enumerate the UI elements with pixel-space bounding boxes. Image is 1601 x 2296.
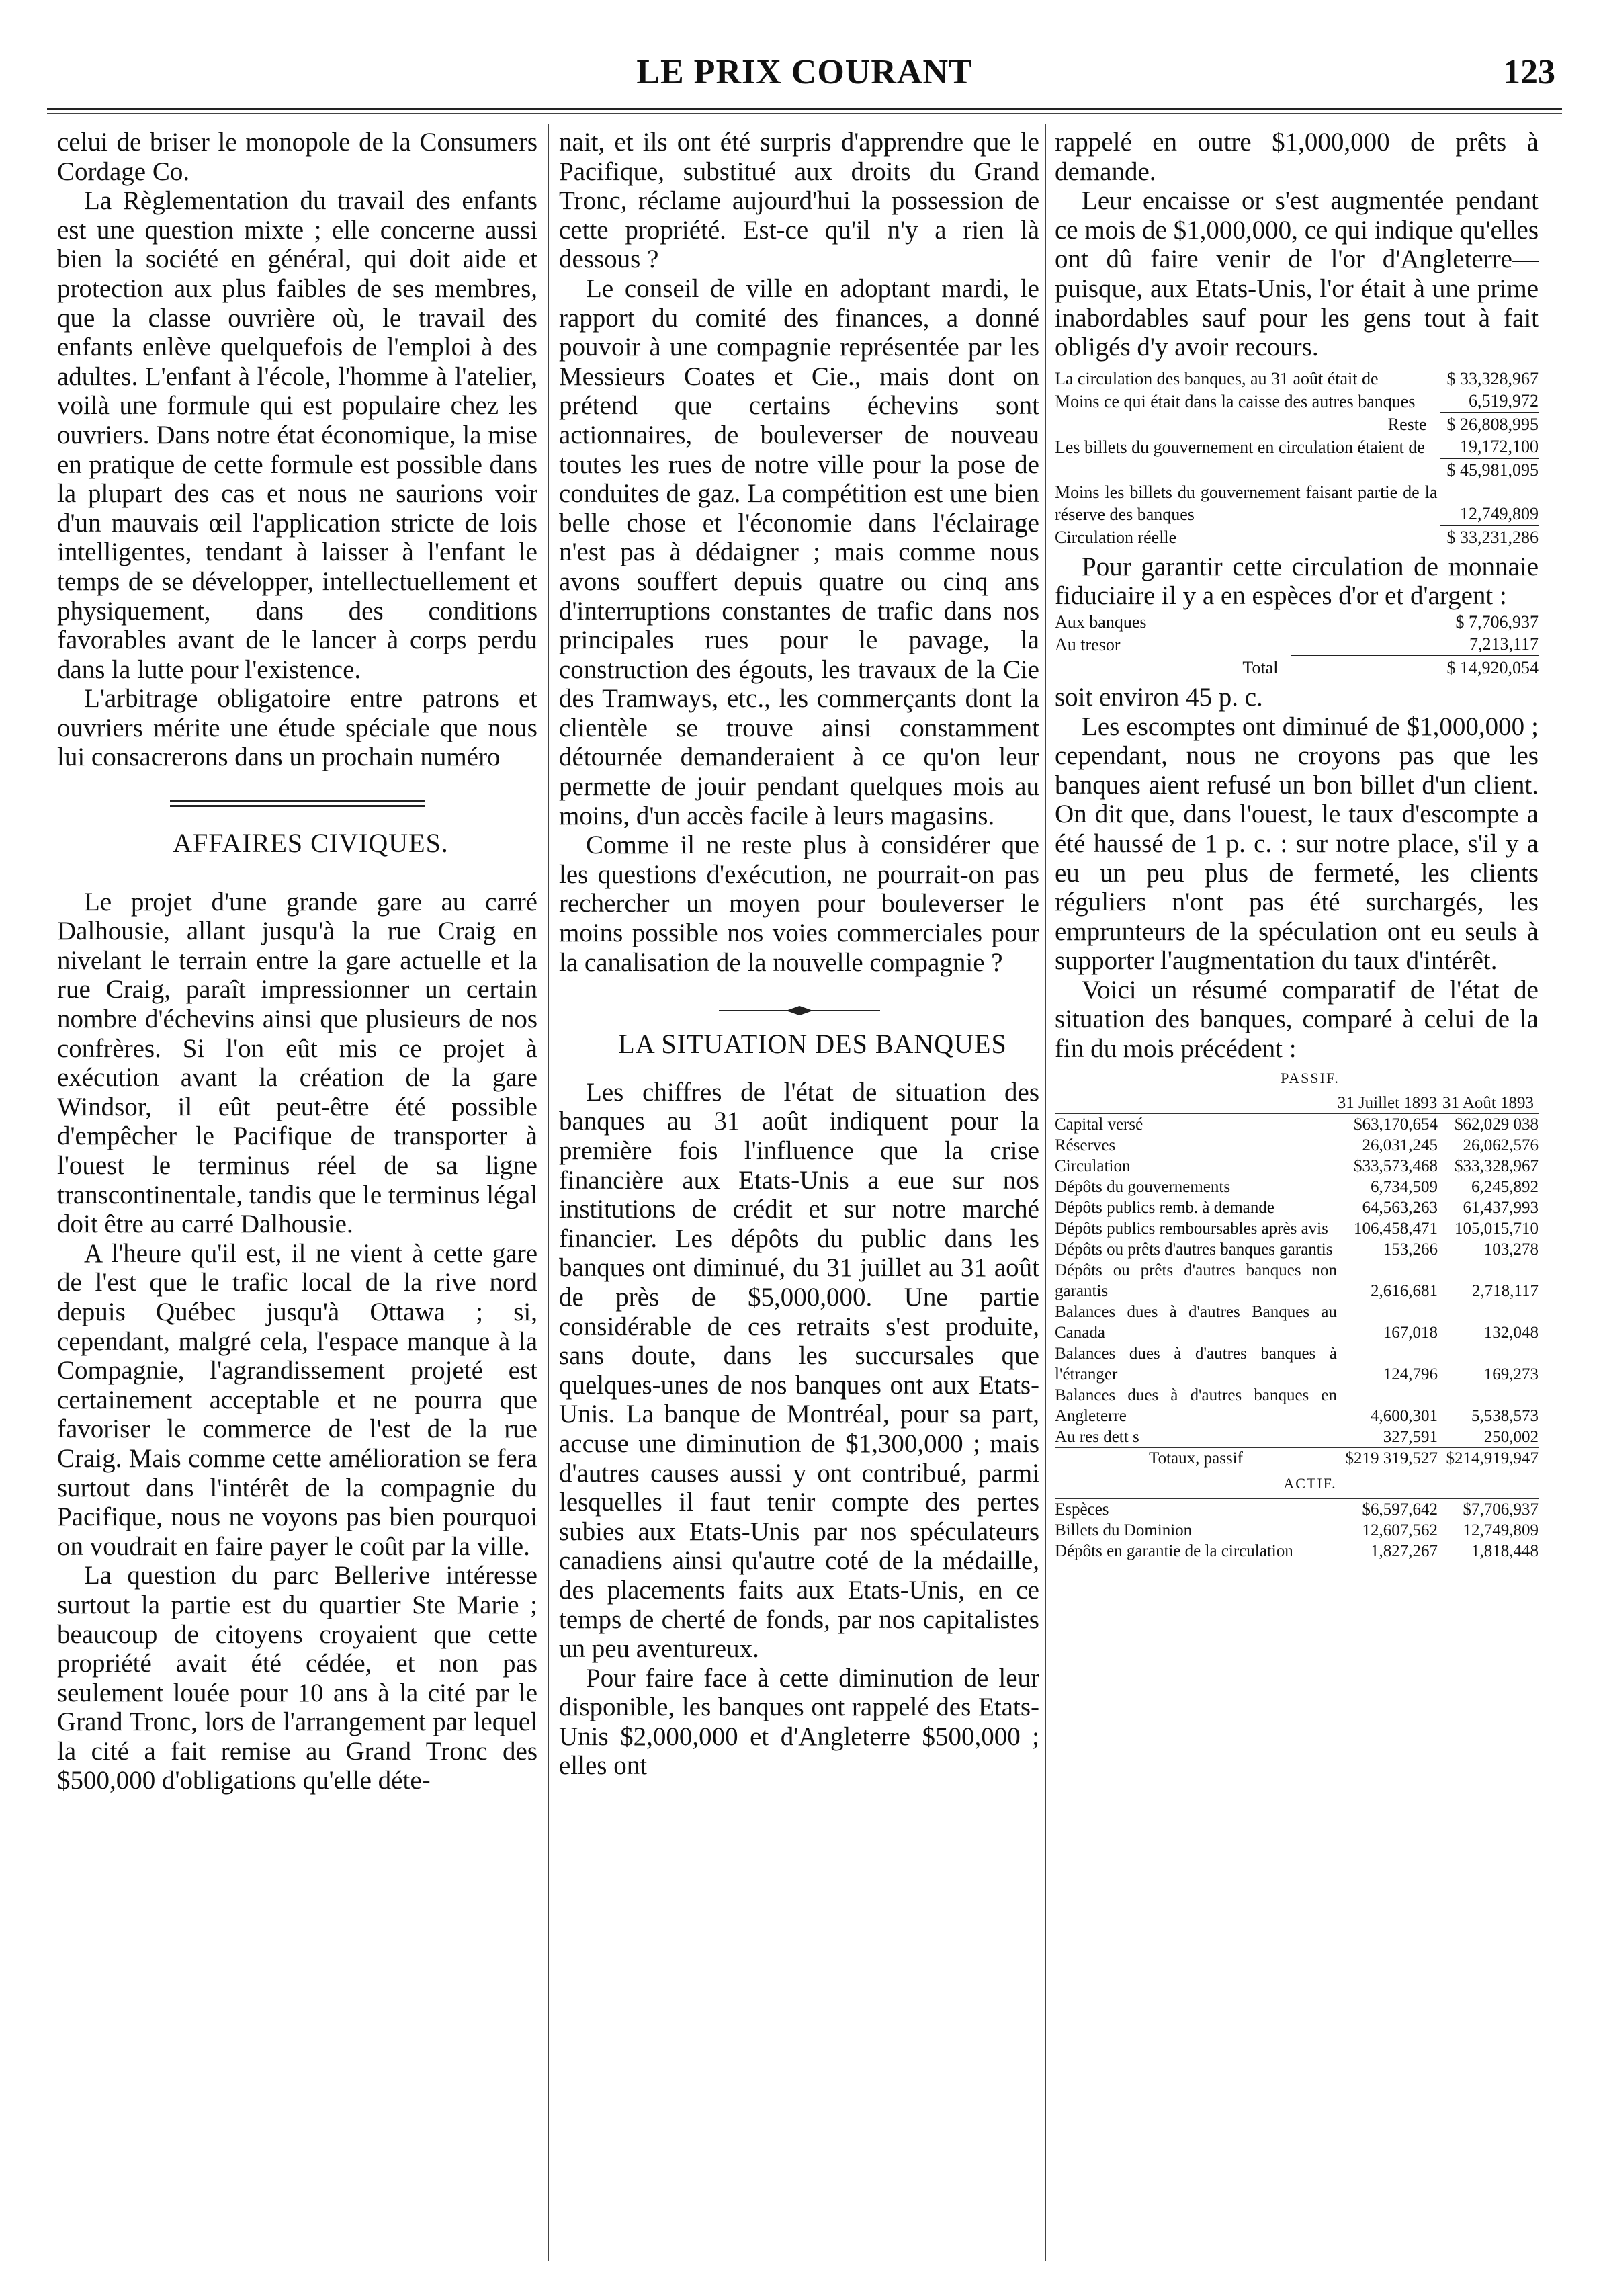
row-value: 1,827,267 [1371,1541,1438,1560]
row-label: Circulation [1055,1157,1131,1176]
table-row [1055,390,1539,413]
paragraph: Le conseil de ville en adoptant mardi, le rapport du comité des finances, a donné pouvoir à une compagnie représentée par les Messieurs Coates et Cie., mais dont on prétend que certains échevins sont actionnaires, de bouleverser de nouveau toutes les rues de notre ville pour la pose de conduites de gaz. La compétition est une bien belle chose et l'économie dans l'éclairage n'est pas à dédaigner ; mais comme nous avons souffert depuis quatre ou cinq ans d'interruptions constantes de trafic dans nos principales rues pour le pavage, la construction des égouts, les travaux de la Cie des Tramways, etc., les commerçants dont la clientèle se trouve ainsi constamment détournée demanderaient à ce qu'on leur permette de jouir pendant quelques mois au moins, d'un accès facile à leurs magasins. [559,273,1039,831]
comparative-table [1055,1093,1539,1469]
row-value: 106,458,471 [1354,1220,1438,1238]
column-2 [559,128,1039,1781]
row-label: Circulation réelle [1055,527,1177,547]
table-row [1055,1541,1539,1562]
cash-table [1055,611,1539,679]
row-value: 61,437,993 [1463,1199,1539,1218]
paragraph: rappelé en outre $1,000,000 de prêts à demande. [1055,128,1539,186]
table-total-row [1055,1448,1539,1470]
row-value: $63,170,654 [1337,1114,1438,1136]
row-label: Au tresor [1055,634,1121,654]
row-label: Espèces [1055,1498,1337,1520]
table-row [1055,481,1539,525]
paragraph: Voici un résumé comparatif de l'état de situation des banques, comparé à celui de la fin du mois précédent : [1055,975,1539,1064]
page-number: 123 [1503,53,1555,91]
row-value: $7,706,937 [1438,1498,1539,1520]
row-value: $ 26,808,995 [1446,414,1539,434]
table-row [1055,1385,1539,1427]
paragraph: nait, et ils ont été surpris d'apprendre que le Pacifique, substitué aux droits du Grand Tronc, réclame aujourd'hui la possession de cette propriété. Est-ce qu'il n'y a rien là dessous ? [559,128,1039,274]
table-row [1055,1177,1539,1197]
column-header: 31 Août 1893 [1442,1094,1534,1113]
paragraph: Pour faire face à cette diminution de leur disponible, les banques ont rappelé des Etats-Unis $2,000,000 et d'Angleterre $500,000 ; elles ont [559,1663,1039,1781]
row-value: 6,519,972 [1440,390,1539,413]
row-value: $62,029 038 [1438,1114,1539,1136]
column-divider [1045,124,1046,2261]
row-label: La circulation des banques, au 31 août était de [1055,368,1379,388]
paragraph: Pour garantir cette circulation de monnaie fiduciaire il y a en espèces d'or et d'argent : [1055,552,1539,611]
row-value: 6,245,892 [1471,1178,1539,1197]
circulation-table [1055,368,1539,548]
row-value: 12,749,809 [1463,1521,1539,1539]
paragraph: Comme il ne reste plus à considérer que les questions d'exécution, ne pourrait-on pas rechercher un moyen pour bouleverser le moins possible nos voies commerciales pour la canalisation de la nouvelle compagnie ? [559,831,1039,977]
row-value: $ 45,981,095 [1446,460,1539,480]
row-label: Dépôts publics remb. à demande [1055,1199,1274,1218]
table-row [1055,1197,1539,1218]
header-rule [47,108,1562,110]
row-value: 7,213,117 [1291,633,1539,656]
row-value: $ 7,706,937 [1455,611,1539,632]
row-label: Balances dues à d'autres banques en Angleterre [1055,1386,1337,1426]
table-row [1055,1343,1539,1385]
paragraph: La question du parc Bellerive intéresse surtout la partie est du quartier Ste Marie ; beaucoup de citoyens croyaient que cette propriété avait été cédée, et non pas seulement louée pour 10 ans à la cité par le Grand Tronc, lors de l'arrangement par lequel la cité a fait remise au Grand Tronc des $500,000 d'obligations qu'elle déte- [57,1561,537,1795]
table-row [1055,1427,1539,1448]
row-value: $214,919,947 [1438,1448,1539,1470]
actif-heading: ACTIF. [1283,1475,1337,1492]
row-value: $ 33,231,286 [1446,527,1539,547]
table-row [1055,1135,1539,1156]
row-value: 169,273 [1483,1365,1539,1384]
column-header: 31 Juillet 1893 [1337,1094,1438,1113]
row-label: Au res dett s [1055,1428,1139,1447]
table-row [1055,1114,1539,1136]
row-label: Dépôts publics remboursables après avis [1055,1220,1328,1238]
row-value: 132,048 [1483,1324,1539,1343]
row-value: 12,607,562 [1362,1521,1438,1539]
table-row [1055,633,1539,656]
paragraph: soit environ 45 p. c. [1055,682,1263,712]
row-label: Dépôts du gouvernements [1055,1178,1231,1197]
column-divider [548,124,549,2261]
column-1 [57,128,537,1795]
section-title-situation-banques: LA SITUATION DES BANQUES [618,1029,1007,1060]
row-label: Dépôts en garantie de la circulation [1055,1541,1293,1560]
table-row [1055,413,1539,435]
row-value: $ 33,328,967 [1446,368,1539,388]
row-value: 1,818,448 [1471,1541,1539,1560]
section-title-affaires-civiques: AFFAIRES CIVIQUES. [173,828,449,859]
row-value: $33,328,967 [1455,1157,1539,1176]
column-3 [1055,128,1539,1562]
row-value: 64,563,263 [1362,1199,1438,1218]
table-row [1055,1302,1539,1343]
section-rule-ornament [170,799,425,808]
paragraph: Les chiffres de l'état de situation des banques au 31 août indiquent pour la première fois l'influence que la crise financière aux Etats-Unis a eue sur nos institutions de crédit et sur notre marché financier. Les dépôts du public dans les banques ont diminué, du 31 juillet au 31 août de près de $5,000,000. Une partie considérable de ces retraits s'est produite, sans doute, dans les succursales que quelques-unes de nos banques ont aux Etats-Unis. La banque de Montréal, pour sa part, accuse une diminution de $1,300,000 ; mais d'autres causes aussi y ont contribué, parmi lesquelles il faut tenir compte des pertes subies aux Etats-Unis par nos spéculateurs canadiens ainsi qu'autre coté de la médaille, des placements faits aux Etats-Unis, en ce temps de cherté de fonds, par nos capitalistes un peu aventureux. [559,1077,1039,1664]
journal-title: LE PRIX COURANT [636,53,973,91]
row-value: $6,597,642 [1337,1498,1438,1520]
row-value: 12,749,809 [1440,481,1539,525]
table-row [1055,611,1539,633]
table-row [1055,1520,1539,1541]
paragraph: Leur encaisse or s'est augmentée pendant ce mois de $1,000,000, ce qui indique qu'elles ont dû faire venir de l'or d'Angleterre—puisque, aux Etats-Unis, l'or était à une prime inabordables sauf pour les gens tout à fait obligés d'y avoir recours. [1055,186,1539,362]
table-row [1055,1239,1539,1260]
row-label: Les billets du gouvernement en circulation étaient de [1055,437,1425,457]
row-value: 103,278 [1483,1240,1539,1259]
paragraph: Le projet d'une grande gare au carré Dalhousie, allant jusqu'à la rue Craig en nivelant le terrain entre la gare actuelle et la rue Craig, paraît impressionner un certain nombre d'échevins ainsi que plusieurs de nos confrères. Si l'on eût mis ce projet à exécution avant la création de la gare Windsor, il eût peut-être été possible d'empêcher le Pacifique de transporter à l'ouest le terminus réel de sa ligne transcontinentale, tandis que le terminus légal doit être au carré Dalhousie. [57,887,537,1239]
row-label: Moins ce qui était dans la caisse des autres banques [1055,391,1416,411]
paragraph: A l'heure qu'il est, il ne vient à cette gare de l'est que le trafic local de la rive nord depuis Québec jusqu'à Ottawa ; si, cependant, malgré cela, l'espace manque à la Compagnie, l'agrandissement projeté est certainement acceptable et ne pourra que favoriser le commerce de l'est de la rue Craig. Mais comme cette amélioration se fera surtout dans l'intérêt de la compagnie du Pacifique, nous ne voyons pas bien pourquoi on voudrait en faire payer le coût par la ville. [57,1238,537,1561]
row-value: 2,718,117 [1471,1282,1539,1301]
row-label: Total [1242,657,1279,677]
table-row [1055,458,1539,481]
table-row [1055,525,1539,548]
row-label: Aux banques [1055,611,1147,632]
row-label: Totaux, passif [1055,1448,1337,1470]
row-label: Balances dues à d'autres banques à l'étranger [1055,1345,1337,1384]
paragraph: L'arbitrage obligatoire entre patrons et ouvriers mérite une étude spéciale que nous lui consacrerons dans un prochain numéro [57,684,537,772]
row-value: 167,018 [1383,1324,1438,1343]
row-value: $219 319,527 [1337,1448,1438,1470]
row-value: 6,734,509 [1371,1178,1438,1197]
table-row [1055,435,1539,458]
paragraph: celui de briser le monopole de la Consumers Cordage Co. [57,128,537,186]
passif-heading: PASSIF. [1281,1069,1340,1087]
row-label: Balances dues à d'autres Banques au Canada [1055,1303,1337,1343]
paragraph: Les escomptes ont diminué de $1,000,000 ; cependant, nous ne croyons pas que les banques aient refusé un bon billet d'un client. On dit que, dans l'ouest, le taux d'escompte a été haussé de 1 p. c. : sur notre place, s'il y a eu un peu plus de fermeté, les clients réguliers n'ont pas été surchargés, les emprunteurs de la spéculation ont eu seuls à supporter l'augmentation du taux d'intérêt. [1055,712,1539,976]
row-label: Dépôts ou prêts d'autres banques garantis [1055,1240,1333,1259]
row-value: $33,573,468 [1354,1157,1438,1176]
table-header-row [1055,1093,1539,1114]
row-value: 4,600,301 [1371,1407,1438,1426]
row-label: Réserves [1055,1136,1116,1155]
header-rule-thin [47,113,1562,114]
table-row [1055,1218,1539,1239]
row-value: 2,616,681 [1371,1282,1438,1301]
table-row [1055,1498,1539,1520]
row-label: Capital versé [1055,1114,1337,1136]
row-value: 5,538,573 [1471,1407,1539,1426]
table-row [1055,656,1539,679]
row-label: Dépôts ou prêts d'autres banques non garantis [1055,1261,1337,1301]
paragraph: La Règlementation du travail des enfants est une question mixte ; elle concerne aussi bien la société en général, qui doit aide et protection aux plus faibles de ses membres, que la classe ouvrière où, le travail des enfants enlève quelquefois de l'emploi à des adultes. L'enfant à l'école, l'homme à l'atelier, voilà une formule qui est populaire chez les ouvriers. Dans notre état économique, la mise en pratique de cette formule est possible dans la plupart des cas et nous ne saurions voir d'un mauvais œil l'application stricte de lois intelligentes, tendant à laisser à l'enfant le temps de se développer, intellectuellement et physiquement, dans des conditions favorables avant de le lancer à corps perdu dans la lutte pour l'existence. [57,186,537,684]
row-label: Reste [1387,414,1427,434]
table-row [1055,368,1539,390]
row-value: 153,266 [1383,1240,1438,1259]
page-header [47,40,1562,104]
table-row [1055,1156,1539,1177]
row-label: Moins les billets du gouvernement faisant partie de la réserve des banques [1055,482,1438,524]
row-value: 250,002 [1483,1428,1539,1447]
row-value: 124,796 [1383,1365,1438,1384]
row-value: 327,591 [1383,1428,1438,1447]
section-dash-ornament [719,1004,880,1017]
row-value: 26,031,245 [1362,1136,1438,1155]
row-value: 19,172,100 [1440,435,1539,458]
row-value: 105,015,710 [1455,1220,1539,1238]
table-row [1055,1260,1539,1302]
row-value: 26,062,576 [1463,1136,1539,1155]
row-value: $ 14,920,054 [1446,657,1539,677]
actif-table [1055,1498,1539,1562]
row-label: Billets du Dominion [1055,1521,1193,1539]
